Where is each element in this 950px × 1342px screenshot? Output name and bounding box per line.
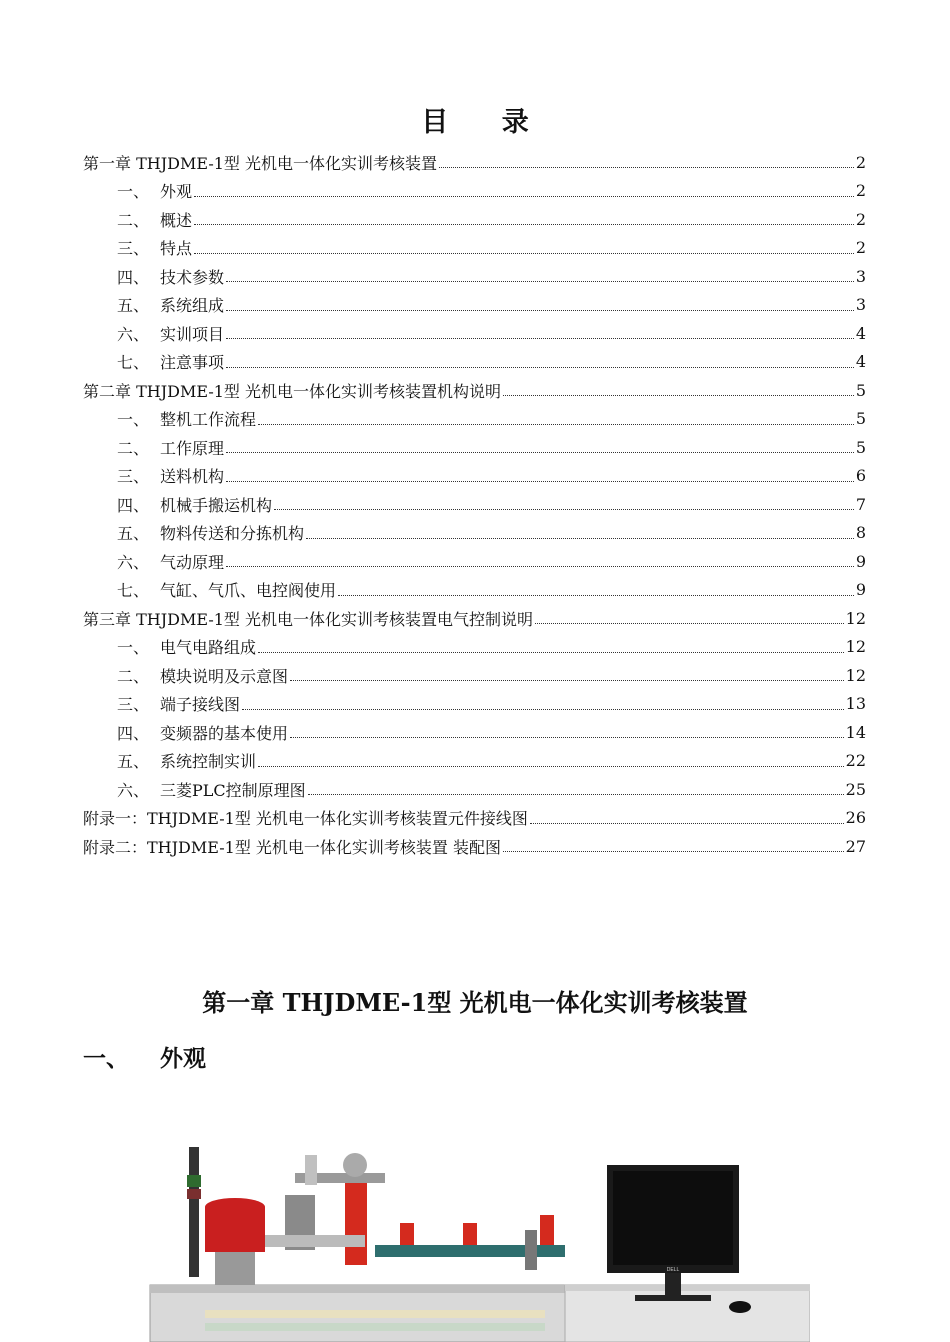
toc-entry-label: 第二章 THJDME-1型 光机电一体化实训考核装置机构说明 <box>83 381 501 401</box>
toc-entry[interactable] <box>83 604 866 633</box>
toc-entry-label: 气缸、气爪、电控阀使用 <box>160 581 337 601</box>
toc-entry[interactable] <box>83 804 866 833</box>
toc-entry-number: 一、 <box>117 182 150 202</box>
toc-entry-number: 六、 <box>117 780 150 800</box>
toc-entry-page: 12 <box>845 637 866 657</box>
toc-entry-number: 二、 <box>117 210 150 230</box>
toc-entry-label: 附录一：THJDME-1型 光机电一体化实训考核装置元件接线图 <box>83 809 528 829</box>
toc-entry-page: 2 <box>855 209 866 229</box>
toc-leader-dots <box>242 708 844 710</box>
toc-entry[interactable] <box>83 832 866 861</box>
toc-entry-number: 二、 <box>117 666 150 686</box>
toc-entry-label: 外观 <box>160 182 193 202</box>
toc-entry-page: 3 <box>855 295 866 315</box>
toc-leader-dots <box>503 394 854 396</box>
toc-leader-dots <box>226 451 854 453</box>
toc-leader-dots <box>226 280 854 282</box>
toc-entry-page: 4 <box>855 352 866 372</box>
toc-entry-label: 端子接线图 <box>160 695 241 715</box>
toc-entry[interactable] <box>83 177 866 206</box>
toc-leader-dots <box>226 309 854 311</box>
toc-leader-dots <box>226 366 854 368</box>
toc-entry-page: 25 <box>845 779 866 799</box>
toc-entry-page: 2 <box>855 238 866 258</box>
toc-entry-page: 12 <box>845 608 866 628</box>
toc-entry-page: 22 <box>845 751 866 771</box>
toc-entry-number: 六、 <box>117 324 150 344</box>
toc-entry-page: 14 <box>845 722 866 742</box>
toc-leader-dots <box>226 337 854 339</box>
toc-leader-dots <box>290 679 844 681</box>
toc-leader-dots <box>338 594 854 596</box>
toc-leader-dots <box>258 765 844 767</box>
toc-leader-dots <box>290 736 844 738</box>
toc-entry-number: 五、 <box>117 524 150 544</box>
toc-entry-label: 送料机构 <box>160 467 225 487</box>
toc-entry-label: 工作原理 <box>160 438 225 458</box>
toc-entry-label: 实训项目 <box>160 324 225 344</box>
toc-entry-label: 第一章 THJDME-1型 光机电一体化实训考核装置 <box>83 153 437 173</box>
toc-entry-page: 2 <box>855 181 866 201</box>
toc-entry[interactable] <box>83 718 866 747</box>
toc-entry-page: 6 <box>855 466 866 486</box>
toc-entry-page: 12 <box>845 665 866 685</box>
toc-entry[interactable] <box>83 576 866 605</box>
toc-entry-number: 四、 <box>117 495 150 515</box>
toc-entry[interactable] <box>83 661 866 690</box>
computer-desk <box>565 1285 810 1342</box>
toc-entry-label: 附录二：THJDME-1型 光机电一体化实训考核装置 装配图 <box>83 837 501 857</box>
section-title: 外观 <box>160 1045 206 1072</box>
toc-entry-label: 概述 <box>160 210 193 230</box>
toc-entry-number: 二、 <box>117 438 150 458</box>
toc-entry-page: 8 <box>855 523 866 543</box>
section-number: 一、 <box>83 1045 129 1072</box>
toc-leader-dots <box>503 850 844 852</box>
toc-entry-page: 4 <box>855 323 866 343</box>
toc-entry-label: 整机工作流程 <box>160 410 257 430</box>
bench-frame <box>150 1285 565 1293</box>
toc-entry-label: 技术参数 <box>160 267 225 287</box>
toc-entry[interactable] <box>83 291 866 320</box>
toc-entry[interactable] <box>83 348 866 377</box>
toc-entry-label: 电气电路组成 <box>160 638 257 658</box>
toc-entry-label: 系统组成 <box>160 296 225 316</box>
toc-entry[interactable] <box>83 690 866 719</box>
toc-entry-label: 第三章 THJDME-1型 光机电一体化实训考核装置电气控制说明 <box>83 609 533 629</box>
toc-entry[interactable] <box>83 433 866 462</box>
toc-entry-label: 三菱PLC控制原理图 <box>160 780 306 800</box>
toc-entry[interactable] <box>83 148 866 177</box>
toc-leader-dots <box>194 252 854 254</box>
toc-entry-page: 9 <box>855 551 866 571</box>
signal-tower <box>189 1147 199 1277</box>
toc-entry-number: 六、 <box>117 552 150 572</box>
toc-leader-dots <box>194 223 854 225</box>
toc-entry[interactable] <box>83 519 866 548</box>
toc-entry-number: 五、 <box>117 752 150 772</box>
section-heading <box>83 1040 206 1073</box>
toc-leader-dots <box>274 508 854 510</box>
toc-entry[interactable] <box>83 490 866 519</box>
toc-entry-number: 三、 <box>117 467 150 487</box>
toc-leader-dots <box>439 166 854 168</box>
toc-title: 目 录 <box>421 107 551 138</box>
toc-entry-page: 5 <box>855 380 866 400</box>
toc-entry[interactable] <box>83 633 866 662</box>
equipment-photo <box>145 1135 810 1342</box>
toc-entry-page: 9 <box>855 580 866 600</box>
toc-entry-page: 3 <box>855 266 866 286</box>
toc-leader-dots <box>226 565 854 567</box>
toc-entry-number: 五、 <box>117 296 150 316</box>
toc-entry[interactable] <box>83 462 866 491</box>
toc-entry-number: 一、 <box>117 410 150 430</box>
toc-entry[interactable] <box>83 547 866 576</box>
toc-entry-number: 一、 <box>117 638 150 658</box>
toc-entry-number: 七、 <box>117 581 150 601</box>
toc-leader-dots <box>258 423 854 425</box>
toc-leader-dots <box>308 793 844 795</box>
toc-entry-number: 四、 <box>117 723 150 743</box>
toc-entry-page: 13 <box>845 694 866 714</box>
toc-entry-label: 系统控制实训 <box>160 752 257 772</box>
toc-entry-label: 变频器的基本使用 <box>160 723 289 743</box>
toc-leader-dots <box>530 822 844 824</box>
toc-entry-page: 5 <box>855 437 866 457</box>
toc-entry-label: 特点 <box>160 239 193 259</box>
toc-entry-page: 26 <box>845 808 866 828</box>
toc-entry-page: 5 <box>855 409 866 429</box>
toc-entry-number: 七、 <box>117 353 150 373</box>
toc-entry[interactable] <box>83 262 866 291</box>
monitor-brand: DELL <box>666 1267 680 1273</box>
toc-entry-label: 气动原理 <box>160 552 225 572</box>
toc-entry[interactable] <box>83 319 866 348</box>
toc-entry[interactable] <box>83 405 866 434</box>
toc-entry-label: 注意事项 <box>160 353 225 373</box>
chapter-heading: 第一章 THJDME-1型 光机电一体化实训考核装置 <box>202 988 748 1017</box>
toc-entry-number: 四、 <box>117 267 150 287</box>
table-of-contents <box>83 148 866 861</box>
toc-leader-dots <box>226 480 854 482</box>
toc-entry[interactable] <box>83 747 866 776</box>
toc-entry[interactable] <box>83 775 866 804</box>
toc-entry-number: 三、 <box>117 239 150 259</box>
toc-entry[interactable] <box>83 234 866 263</box>
toc-entry[interactable] <box>83 205 866 234</box>
mouse <box>729 1301 751 1313</box>
toc-entry-page: 7 <box>855 494 866 514</box>
toc-leader-dots <box>306 537 854 539</box>
toc-entry[interactable] <box>83 376 866 405</box>
toc-entry-label: 模块说明及示意图 <box>160 666 289 686</box>
toc-entry-label: 物料传送和分拣机构 <box>160 524 305 544</box>
toc-entry-page: 2 <box>855 152 866 172</box>
toc-leader-dots <box>258 651 844 653</box>
toc-entry-number: 三、 <box>117 695 150 715</box>
manipulator-column <box>345 1180 367 1265</box>
toc-entry-page: 27 <box>845 836 866 856</box>
toc-leader-dots <box>194 195 854 197</box>
toc-entry-label: 机械手搬运机构 <box>160 495 273 515</box>
toc-leader-dots <box>535 622 844 624</box>
